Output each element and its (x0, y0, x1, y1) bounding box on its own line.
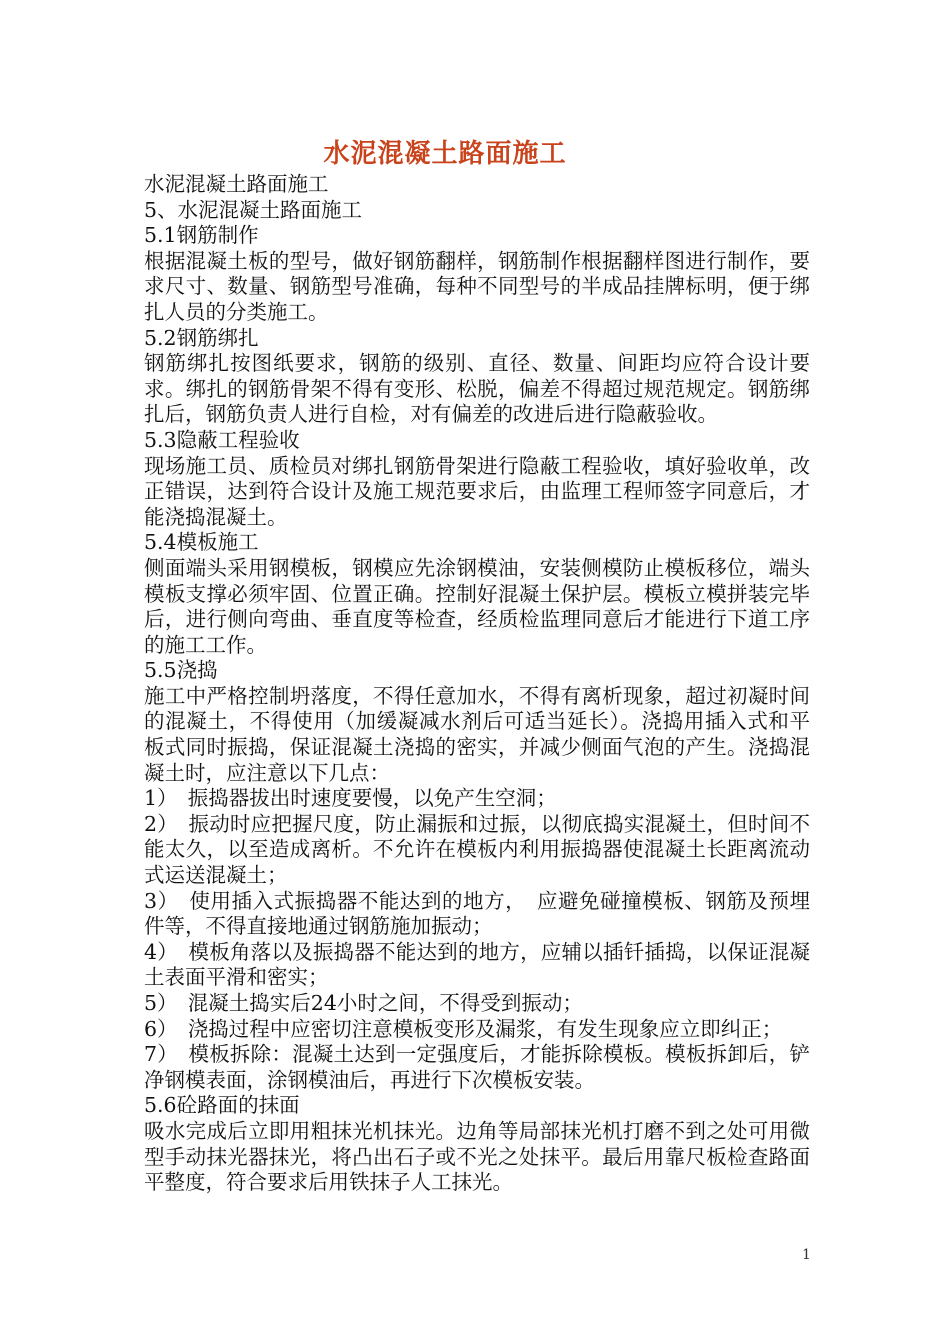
section-heading-5: 5、水泥混凝土路面施工 (144, 197, 363, 222)
paragraph-subtitle: 水泥混凝土路面施工 (144, 172, 329, 196)
paragraph-pouring: 施工中严格控制坍落度，不得任意加水，不得有离析现象，超过初凝时间的混凝土，不得使用（加缓凝减水剂后可适当延长）。浇捣用插入式和平板式同时振捣，保证混凝土浇捣的密实，并减少侧面气泡的产生。浇捣混凝土时，应注意以下几点： (144, 683, 810, 785)
paragraph-surface-finishing: 吸水完成后立即用粗抹光机抹光。边角等局部抹光机打磨不到之处可用微型手动抹光器抹光，将凸出石子或不光之处抹平。最后用靠尺板检查路面平整度，符合要求后用铁抹子人工抹光。 (144, 1118, 810, 1195)
page-number: 1 (802, 1247, 811, 1263)
paragraph-rebar-binding: 钢筋绑扎按图纸要求，钢筋的级别、直径、数量、间距均应符合设计要求。绑扎的钢筋骨架不得有变形、松脱，偏差不得超过规范规定。钢筋绑扎后，钢筋负责人进行自检，对有偏差的改进后进行隐蔽验收。 (144, 351, 810, 427)
list-item-3: 3） 使用插入式振捣器不能达到的地方， 应避免碰撞模板、钢筋及预埋件等，不得直接地通过钢筋施加振动； (144, 888, 810, 939)
document-body (144, 172, 810, 1196)
list-item-2: 2） 振动时应把握尺度，防止漏振和过振，以彻底捣实混凝土，但时间不能太久，以至造成离析。不允许在模板内利用振捣器使混凝土长距离流动式运送混凝土； (144, 811, 810, 888)
section-heading-5-6: 5.6砼路面的抹面 (144, 1093, 300, 1118)
section-heading-5-4: 5.4模板施工 (144, 530, 259, 555)
paragraph-concealed-inspection: 现场施工员、质检员对绑扎钢筋骨架进行隐蔽工程验收，填好验收单，改正错误，达到符合设计及施工规范要求后，由监理工程师签字同意后，才能浇捣混凝土。 (144, 453, 810, 529)
document-title: 水泥混凝土路面施工 (323, 139, 567, 169)
section-heading-5-1: 5.1钢筋制作 (144, 223, 259, 248)
section-heading-5-2: 5.2钢筋绑扎 (144, 325, 259, 350)
list-item-6: 6） 浇捣过程中应密切注意模板变形及漏浆，有发生现象应立即纠正； (144, 1016, 783, 1041)
list-item-1: 1） 振捣器拔出时速度要慢，以免产生空洞； (144, 786, 557, 811)
paragraph-formwork: 侧面端头采用钢模板，钢模应先涂钢模油，安装侧模防止模板移位，端头模板支撑必须牢固、位置正确。控制好混凝土保护层。模板立模拼装完毕后，进行侧向弯曲、垂直度等检查，经质检监理同意后才能进行下道工序的施工工作。 (144, 555, 810, 657)
section-heading-5-3: 5.3隐蔽工程验收 (144, 427, 300, 452)
list-item-7: 7） 模板拆除：混凝土达到一定强度后，才能拆除模板。模板拆卸后，铲净钢模表面，涂钢模油后，再进行下次模板安装。 (144, 1042, 810, 1092)
section-heading-5-5: 5.5浇捣 (144, 658, 218, 683)
list-item-4: 4） 模板角落以及振捣器不能达到的地方，应辅以插钎插捣，以保证混凝土表面平滑和密实； (144, 939, 810, 990)
paragraph-rebar-fabrication: 根据混凝土板的型号，做好钢筋翻样，钢筋制作根据翻样图进行制作，要求尺寸、数量、钢筋型号准确，每种不同型号的半成品挂牌标明，便于绑扎人员的分类施工。 (144, 248, 810, 324)
list-item-5: 5） 混凝土捣实后24小时之间，不得受到振动； (144, 991, 583, 1015)
